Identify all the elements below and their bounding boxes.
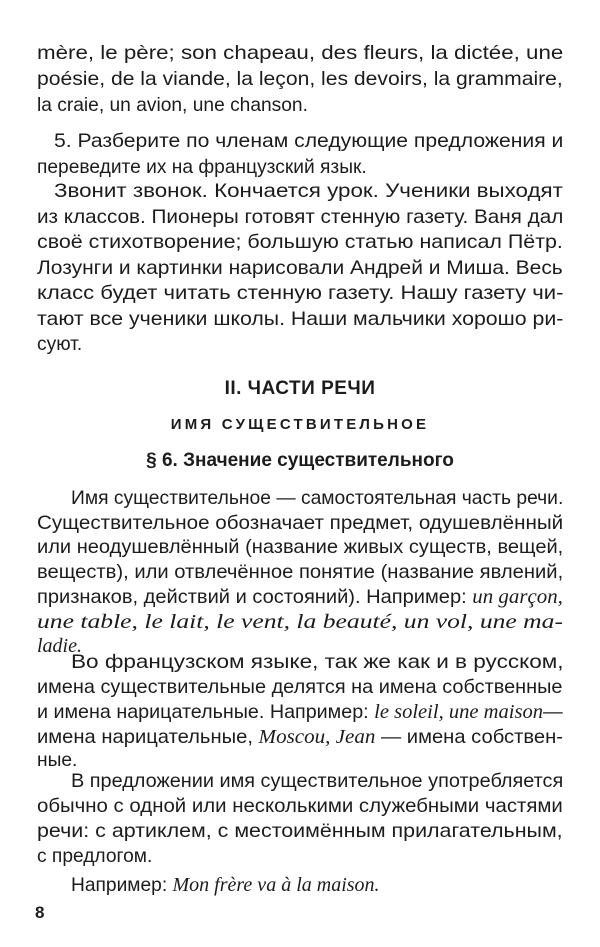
text-line: переведите их на французский язык. [37, 157, 367, 178]
text-line: тают все ученики школы. Наши мальчики хорошо ри- [37, 308, 564, 330]
text-line: Лозунги и картинки нарисовали Андрей и Миша. Весь [37, 257, 563, 279]
text-line: Звонит звонок. Кончается урок. Ученики выходят [54, 181, 563, 202]
text-line [71, 872, 380, 898]
french-example: un garçon, [472, 586, 563, 608]
french-example-line: une table, le lait, le vent, la beauté, un vol, une ma- [37, 610, 563, 633]
french-example: le soleil, une maison [374, 701, 544, 723]
text-line: В предложении имя существительное употребляется [71, 771, 564, 792]
text-line: Существительное обозначает предмет, одушевлённый [37, 512, 564, 534]
text-line: Во французском языке, так же как и в русском, [71, 652, 564, 673]
text-line: ные. [37, 750, 78, 771]
text-line [37, 584, 563, 610]
text-run: признаков, действий и состояний). Например: [37, 587, 473, 608]
text-run: — имена собствен- [375, 726, 563, 748]
text-line: mère, le père; son chapeau, des fleurs, la dictée, une [37, 43, 564, 64]
page-number: 8 [35, 903, 45, 922]
text-line: имена существительные делятся на имена собственные [37, 676, 563, 698]
text-line: la craie, un avion, une chanson. [37, 95, 308, 116]
text-line: или неодушевлённый (название живых существ, вещей, [37, 537, 564, 558]
paragraph-heading: § 6. Значение существительного [146, 450, 454, 471]
text-run: — [543, 702, 563, 723]
text-run: Например: [71, 875, 173, 896]
text-line: своё стихотворение; большую статью написал Пётр. [37, 232, 563, 253]
text-line: poésie, de la viande, la leçon, les devoirs, la grammaire, [37, 69, 563, 90]
text-line [37, 699, 563, 725]
text-line: 5. Разберите по членам следующие предложения и [54, 131, 564, 152]
text-line: Имя существительное — самостоятельная часть речи. [71, 488, 564, 509]
text-line [37, 724, 563, 750]
text-line: речи: с артиклем, с местоимённым прилагательным, [37, 821, 563, 842]
french-example: Moscou, Jean [258, 725, 376, 748]
text-line: суют. [37, 334, 83, 355]
text-line: обычно с одной или несколькими служебными частями [37, 796, 563, 817]
section-heading: ИМЯ СУЩЕСТВИТЕЛЬНОЕ [170, 416, 430, 433]
text-run: имена нарицательные, [37, 726, 259, 748]
chapter-heading: II. ЧАСТИ РЕЧИ [224, 378, 376, 399]
french-example-line: ladie. [37, 635, 82, 657]
french-example: Mon frère va à la maison. [172, 874, 380, 896]
text-line: с предлогом. [37, 846, 153, 867]
text-line: из классов. Пионеры готовят стенную газету. Ваня дал [37, 206, 564, 228]
text-line: класс будет читать стенную газету. Нашу газету чи- [37, 283, 564, 304]
text-run: и имена нарицательные. Например: [37, 702, 375, 723]
text-line: веществ), или отвлечённое понятие (название явлений, [37, 561, 564, 583]
